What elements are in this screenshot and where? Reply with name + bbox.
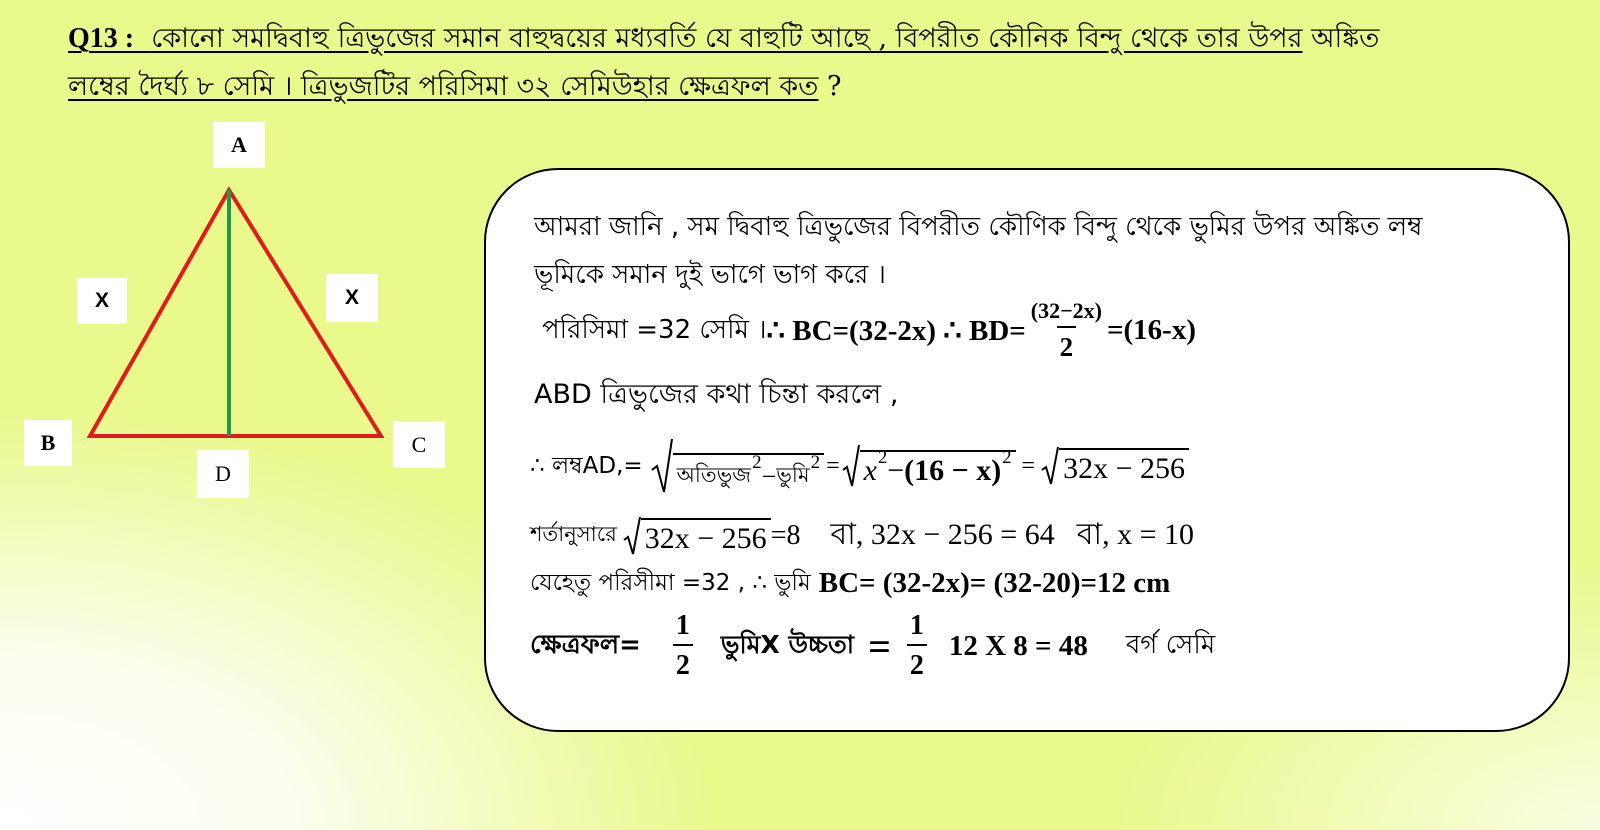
- question-text-1: কোনো সমদ্বিবাহু ত্রিভুজের সমান বাহুদ্বয়ের মধ্যবর্তি যে বাহুটি আছে , বিপরীত কৌনিক বিন্দু থেকে তার উপর: [151, 23, 1303, 54]
- area-unit: বর্গ সেমি: [1125, 630, 1216, 660]
- radical-sign: [842, 444, 860, 488]
- x-square: 2: [877, 446, 888, 468]
- sqrt-hyp-base: [651, 438, 824, 494]
- half-denominator-2: 2: [907, 644, 927, 682]
- base-word: ভুমি: [776, 463, 810, 487]
- base-square: 2: [810, 452, 821, 474]
- radical-sign: [651, 438, 673, 494]
- since-expression: BC= (32-2x)= (32-20)=12 cm: [818, 567, 1171, 599]
- solution-panel: [484, 168, 1570, 732]
- since-label: যেহেতু পরিসীমা =32 , ∴ ভুমি: [530, 570, 811, 596]
- bd-fraction: [1028, 298, 1105, 363]
- half-numerator-1: 1: [675, 610, 690, 641]
- condition-step-3: বা, x = 10: [1076, 518, 1195, 551]
- question-text-1-tail: অঙ্কিত: [1302, 23, 1380, 54]
- area-calculation: 12 X 8 = 48: [948, 629, 1088, 662]
- half-numerator-2: 1: [909, 610, 924, 641]
- area-words: ভুমিX উচ্চতা: [720, 629, 855, 659]
- hyp-square: 2: [752, 452, 762, 474]
- condition-step-2: বা, 32x − 256 = 64: [830, 518, 1055, 551]
- radical-sign: [1041, 446, 1059, 486]
- sqrt-ad-final: [1041, 446, 1189, 486]
- half-fraction-1: [673, 610, 693, 682]
- question-number: Q13 :: [68, 23, 135, 54]
- perimeter-label: পরিসিমা =32 সেমি ।: [542, 314, 767, 345]
- radical-sign: [623, 516, 641, 556]
- minus-sign-2: −: [887, 454, 905, 487]
- abd-line: ABD ত্রিভুজের কথা চিন্তা করলে ,: [534, 379, 899, 410]
- condition-label: শর্তানুসারে: [530, 522, 617, 546]
- half-denominator-1: 2: [673, 644, 693, 682]
- question-text-2-tail: ?: [818, 71, 842, 102]
- side-left-label: X: [77, 278, 127, 324]
- area-label: ক্ষেত্রফল=: [530, 630, 641, 660]
- side-right-label: X: [326, 274, 378, 322]
- equals-2: =: [1021, 452, 1036, 479]
- x-variable: x: [863, 454, 877, 487]
- sqrt-condition: [623, 516, 771, 556]
- bd-result: =(16-x): [1107, 314, 1196, 346]
- bc-expression: ∴ BC=(32-2x) ∴ BD=: [766, 315, 1026, 347]
- ad-row: [530, 438, 1189, 494]
- abd-row: [534, 374, 898, 419]
- condition-row: [530, 510, 1194, 561]
- hyp-word: অতিভুজ: [676, 463, 752, 487]
- sqrt-x-16: [842, 444, 1016, 488]
- perimeter-row: [542, 298, 1196, 363]
- ad-label: ∴ লম্বAD,=: [530, 452, 643, 479]
- bd-numerator: (32−2x): [1030, 298, 1102, 323]
- since-row: [530, 564, 1170, 603]
- condition-radicand: 32x − 256: [641, 518, 771, 556]
- intro-line-2: ভূমিকে সমান দুই ভাগে ভাগ করে ।: [534, 260, 886, 290]
- area-row: [530, 610, 1215, 682]
- vertex-b-label: B: [24, 420, 72, 466]
- question-text-2: লম্বের দৈর্ঘ্য ৮ সেমি । ত্রিভুজটির পরিসিমা ৩২ সেমিউহার ক্ষেত্রফল কত: [68, 71, 819, 102]
- vertex-c-label: C: [393, 421, 445, 468]
- vertex-a-label: A: [213, 122, 265, 168]
- intro-line-1: আমরা জানি , সম দ্বিবাহু ত্রিভুজের বিপরীত কৌণিক বিন্দু থেকে ভুমির উপর অঙ্কিত লম্ব: [534, 212, 1423, 242]
- foot-d-label: D: [197, 450, 249, 498]
- condition-eq8: =8: [770, 519, 801, 551]
- ad-final-radicand: 32x − 256: [1059, 448, 1189, 486]
- paren-square: 2: [1002, 446, 1012, 468]
- area-equals: =: [868, 623, 891, 669]
- paren-16-x: (16 − x): [904, 454, 1002, 487]
- bd-denominator: 2: [1057, 326, 1077, 363]
- minus-sign: −: [761, 461, 777, 491]
- equals-1: =: [826, 452, 840, 479]
- half-fraction-2: [907, 610, 927, 682]
